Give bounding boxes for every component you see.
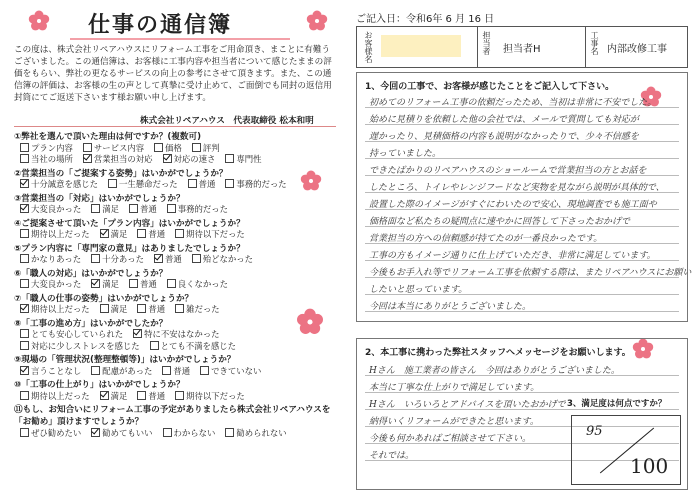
- checkbox[interactable]: [108, 179, 117, 188]
- option-label: わからない: [173, 428, 216, 438]
- divider: [14, 126, 336, 127]
- checked-checkbox[interactable]: [100, 229, 109, 238]
- checkbox[interactable]: [129, 279, 138, 288]
- option: [100, 228, 128, 240]
- work-label: 工事名: [590, 31, 599, 55]
- question-4: ④ご提案させて頂いた「プラン内容」はいかがでしょうか？: [14, 218, 245, 229]
- handwritten-line: 持っていました。: [369, 149, 442, 159]
- option: [163, 153, 216, 165]
- work-value: 内部改修工事: [607, 44, 667, 55]
- option: [91, 203, 119, 215]
- checkbox[interactable]: [20, 229, 29, 238]
- option-row: [20, 203, 238, 215]
- option: [175, 390, 245, 402]
- score-max: 100: [630, 454, 669, 478]
- question-3: ③営業担当の「対応」はいかがでしょうか？: [14, 193, 185, 204]
- work-cell: [585, 27, 686, 67]
- option-label: 期待以上だった: [31, 390, 90, 401]
- checkbox[interactable]: [91, 204, 100, 213]
- option-label: 評判: [202, 142, 220, 153]
- handwritten-line: Hさん 施工業者の皆さん 今回はありがとうございました。: [369, 366, 620, 376]
- checkbox[interactable]: [20, 279, 29, 288]
- option-label: 普通: [140, 204, 157, 214]
- question-6: ⑥「職人の対応」はいかがでしょうか？: [14, 268, 168, 279]
- option-label: 十分誠意を感じた: [31, 179, 98, 189]
- question-11: ⑪もし、お知合いにリフォーム工事の予定がありましたら株式会社リペアハウスを「お勧め」頂けますでしょうか？: [14, 405, 331, 427]
- checkbox[interactable]: [225, 179, 234, 188]
- option: [154, 253, 182, 265]
- option-row: [20, 303, 230, 315]
- checkbox[interactable]: [137, 304, 146, 313]
- checkbox[interactable]: [175, 229, 184, 238]
- option: [192, 142, 220, 154]
- option-row: [20, 228, 255, 240]
- option: [20, 340, 140, 352]
- title-underline: [70, 38, 290, 40]
- option-row: [20, 365, 271, 377]
- checked-checkbox[interactable]: [133, 329, 142, 338]
- option-label: 期待以上だった: [31, 229, 90, 239]
- option: [20, 253, 81, 265]
- customer-label: お客様名: [364, 31, 373, 63]
- option-row: [20, 328, 230, 340]
- option: [163, 427, 216, 439]
- option-label: 言うことなし: [31, 365, 82, 376]
- checkbox[interactable]: [83, 143, 92, 152]
- sakura-flower-icon: [306, 10, 328, 32]
- option-label: 期待以下だった: [186, 229, 245, 239]
- handwritten-line: 本当に丁寧な仕上がりで満足しています。: [369, 383, 540, 393]
- checkbox[interactable]: [20, 329, 29, 338]
- score-prompt: 3、満足度は何点ですか？: [567, 399, 667, 409]
- question-5: ⑤プラン内容に「専門家の意見」はありましたでしょうか？: [14, 243, 245, 254]
- score-box: [571, 415, 681, 485]
- option-label: 雑だった: [186, 304, 220, 314]
- question-8: ⑧「工事の進め方」はいかがでしたか？: [14, 318, 168, 329]
- checkbox[interactable]: [129, 204, 138, 213]
- option-row: [20, 278, 238, 290]
- option-label: 期待以上だった: [31, 304, 90, 314]
- option-label: プラン内容: [31, 142, 73, 153]
- option: [20, 228, 90, 240]
- checkbox[interactable]: [20, 154, 29, 163]
- option: [20, 328, 123, 340]
- handwritten-line: したいと思っています。: [369, 285, 468, 295]
- option-label: 専門性: [236, 154, 262, 164]
- handwritten-line: 設置した際のイメージがすぐにわいたので安心、現地調査でも施工面や: [369, 200, 657, 210]
- entry-date: ご記入日：令和6年 6 月 16 日: [356, 14, 495, 25]
- option: [225, 153, 261, 165]
- option-label: 事務的だった: [177, 204, 228, 214]
- company-signature: 株式会社リペアハウス 代表取締役 松本和明: [140, 116, 314, 126]
- option-label: 大変良かった: [31, 204, 82, 214]
- customer-cell: [357, 27, 478, 67]
- checkbox[interactable]: [175, 304, 184, 313]
- intro-text: この度は、株式会社リペアハウスにリフォーム工事をご用命頂き、まことに有難うございました。この通信簿は、お客様に工事内容や担当者について感じたままの評価をもらい、弊社の更なるサービスの向上の参考にさせて頂きます。また、この通信簿の評価は、お客様の生の声として真摯に受け止めて、ご面倒でも同封の返信用封筒にてご返送下さいます様お願い申し上げます。: [14, 45, 332, 103]
- option: [20, 303, 90, 315]
- option-row: [20, 340, 246, 352]
- option-label: 殆どなかった: [202, 254, 253, 264]
- option: [20, 153, 73, 165]
- option: [192, 253, 253, 265]
- option: [20, 178, 98, 190]
- checkbox[interactable]: [91, 366, 100, 375]
- checkbox[interactable]: [162, 366, 171, 375]
- checkbox[interactable]: [167, 279, 176, 288]
- option: [20, 390, 90, 402]
- option-label: 満足: [102, 279, 119, 289]
- option-label: 普通: [198, 179, 216, 189]
- checked-checkbox[interactable]: [83, 154, 92, 163]
- checkbox[interactable]: [225, 154, 234, 163]
- option: [175, 303, 220, 315]
- header-table: [356, 26, 688, 68]
- option-label: 事務的だった: [236, 179, 287, 189]
- option-label: 勧められない: [236, 428, 287, 438]
- option-label: 普通: [148, 304, 166, 314]
- option: [154, 142, 182, 154]
- option: [83, 142, 144, 154]
- checkbox[interactable]: [175, 391, 184, 400]
- option: [91, 253, 144, 265]
- option-label: 普通: [148, 390, 166, 401]
- checked-checkbox[interactable]: [91, 279, 100, 288]
- option-label: 価格: [165, 142, 182, 153]
- sakura-flower-icon: [28, 10, 50, 32]
- option-row: [20, 153, 272, 165]
- option-label: かなりあった: [31, 254, 82, 264]
- checkbox[interactable]: [20, 143, 29, 152]
- handwritten-line: 初めてのリフォーム工事の依頼だったため、当初は非常に不安でした。: [369, 98, 657, 108]
- option-label: 満足: [102, 204, 119, 214]
- checkbox[interactable]: [91, 254, 100, 263]
- option-label: 普通: [140, 279, 157, 289]
- handwritten-line: 営業担当の方への信頼感が持てたのが一番良かったです。: [369, 234, 603, 244]
- option: [91, 365, 152, 377]
- option-label: 配慮があった: [102, 365, 153, 376]
- checkbox[interactable]: [20, 254, 29, 263]
- sakura-flower-icon: [300, 170, 322, 192]
- option: [200, 365, 261, 377]
- option: [167, 203, 228, 215]
- option: [162, 365, 190, 377]
- handwritten-line: 今回は本当にありがとうございました。: [369, 302, 532, 312]
- option-label: ぜひ勧めたい: [31, 428, 82, 438]
- option: [91, 278, 119, 290]
- staff-label: 担当者: [482, 31, 491, 55]
- option: [150, 340, 236, 352]
- option: [137, 303, 165, 315]
- checkbox[interactable]: [188, 179, 197, 188]
- option-label: 営業担当の対応: [93, 154, 153, 164]
- customer-name-redacted: [381, 35, 461, 57]
- checkbox[interactable]: [163, 428, 172, 437]
- checked-checkbox[interactable]: [20, 179, 29, 188]
- checkbox[interactable]: [20, 428, 29, 437]
- handwritten-line: 工事の方もイメージ通りに仕上げていただき、非常に満足しています。: [369, 251, 656, 261]
- staff-cell: [477, 27, 586, 67]
- option: [91, 427, 152, 439]
- comment-prompt: 1、今回の工事で、お客様が感じたことをご記入して下さい。: [365, 82, 615, 92]
- checked-checkbox[interactable]: [20, 204, 29, 213]
- option-row: [20, 142, 230, 154]
- option-label: 普通: [164, 254, 182, 264]
- option-row: [20, 178, 297, 190]
- option: [167, 278, 228, 290]
- checked-checkbox[interactable]: [20, 366, 29, 375]
- handwritten-line: それでは。: [369, 451, 415, 461]
- message-section: [356, 338, 688, 490]
- option-label: 当社の場所: [31, 154, 73, 164]
- checkbox[interactable]: [167, 204, 176, 213]
- checkbox[interactable]: [137, 391, 146, 400]
- option: [20, 142, 73, 154]
- checkbox[interactable]: [100, 304, 109, 313]
- option-label: 特に不安はなかった: [144, 329, 220, 339]
- option-label: 勧めてもいい: [102, 428, 153, 438]
- checkbox[interactable]: [192, 254, 201, 263]
- checkbox[interactable]: [20, 341, 29, 350]
- question-9: ⑨現場の「管理状況(整理整頓等)」はいかがでしょうか？: [14, 355, 236, 365]
- option: [20, 278, 81, 290]
- option: [100, 390, 128, 402]
- option-label: できていない: [211, 365, 262, 376]
- option: [108, 178, 178, 190]
- checkbox[interactable]: [154, 143, 163, 152]
- option: [83, 153, 153, 165]
- sakura-flower-icon: [296, 308, 324, 336]
- option: [175, 228, 245, 240]
- handwritten-line: 始めに見積りを依頼した他の会社では、メールで質問しても対応が: [369, 115, 639, 125]
- page-title: 仕事の通信簿: [88, 13, 233, 38]
- option-label: 良くなかった: [177, 279, 228, 289]
- option: [188, 178, 216, 190]
- option: [20, 365, 81, 377]
- score-value: 95: [586, 424, 603, 439]
- option-label: 満足: [110, 229, 128, 239]
- option: [225, 427, 286, 439]
- handwritten-line: 遅かったり、見積価格の内容も説明がなかったりで、少々不信感を: [369, 132, 639, 142]
- checkbox[interactable]: [225, 428, 234, 437]
- option-label: 十分あった: [102, 254, 144, 264]
- handwritten-line: 納得いくリフォームができたと思います。: [369, 417, 539, 427]
- checked-checkbox[interactable]: [154, 254, 163, 263]
- question-7: ⑦「職人の仕事の姿勢」はいかがでしょうか？: [14, 293, 194, 304]
- option-label: 普通: [173, 365, 191, 376]
- checked-checkbox[interactable]: [91, 428, 100, 437]
- handwritten-line: したところ、トイレやレンジフードなど実物を見ながら説明が具体的で、: [369, 183, 665, 193]
- checked-checkbox[interactable]: [20, 304, 29, 313]
- option-label: 満足: [110, 390, 128, 401]
- handwritten-line: 価格面など私たちの疑問点に速やかに回答して下さったおかげで: [369, 217, 631, 227]
- option: [137, 390, 165, 402]
- option-label: 大変良かった: [31, 279, 82, 289]
- option: [20, 427, 81, 439]
- handwritten-line: Hさん いろいろとアドバイスを頂いたおかげで: [369, 400, 566, 410]
- checkbox[interactable]: [137, 229, 146, 238]
- option-label: サービス内容: [93, 142, 145, 153]
- staff-value: 担当者H: [503, 44, 541, 55]
- checkbox[interactable]: [20, 391, 29, 400]
- checkbox[interactable]: [150, 341, 159, 350]
- option-label: 対応に少しストレスを感じた: [31, 340, 140, 351]
- message-prompt: 2、本工事に携わった弊社スタッフへメッセージをお願いします。: [365, 348, 631, 358]
- option: [100, 303, 128, 315]
- option-label: 対応の速さ: [173, 154, 216, 164]
- question-2: ②営業担当の「ご提案する姿勢」はいかがでしょうか？: [14, 168, 228, 179]
- handwritten-line: できたばかりのリペアハウスのショールームで営業担当の方とお話を: [369, 166, 647, 176]
- option-label: 期待以下だった: [186, 390, 245, 401]
- option-label: 普通: [148, 229, 166, 239]
- comment-section: [356, 72, 692, 322]
- handwritten-line: 今後もお手入れ等でリフォーム工事を依頼する際は、またリペアハウスにお願い: [369, 268, 692, 278]
- option-label: 満足: [110, 304, 128, 314]
- option-row: [20, 390, 255, 402]
- option-row: [20, 253, 263, 265]
- checked-checkbox[interactable]: [100, 391, 109, 400]
- option: [133, 328, 219, 340]
- checkbox[interactable]: [192, 143, 201, 152]
- option-label: とても安心していられた: [31, 329, 124, 339]
- option: [129, 203, 157, 215]
- question-10: ⑩「工事の仕上がり」はいかがでしょうか？: [14, 380, 185, 390]
- option: [20, 203, 81, 215]
- handwritten-line: 今後も何かあればご相談させて下さい。: [369, 434, 532, 444]
- option: [225, 178, 286, 190]
- checked-checkbox[interactable]: [163, 154, 172, 163]
- checkbox[interactable]: [200, 366, 209, 375]
- option-label: 一生懸命だった: [119, 179, 178, 189]
- option-label: とても不満を感じた: [160, 340, 236, 351]
- option: [137, 228, 165, 240]
- option: [129, 278, 157, 290]
- option-row: [20, 427, 297, 439]
- question-1: ①弊社を選んで頂いた理由は何ですか？(複数可): [14, 132, 202, 142]
